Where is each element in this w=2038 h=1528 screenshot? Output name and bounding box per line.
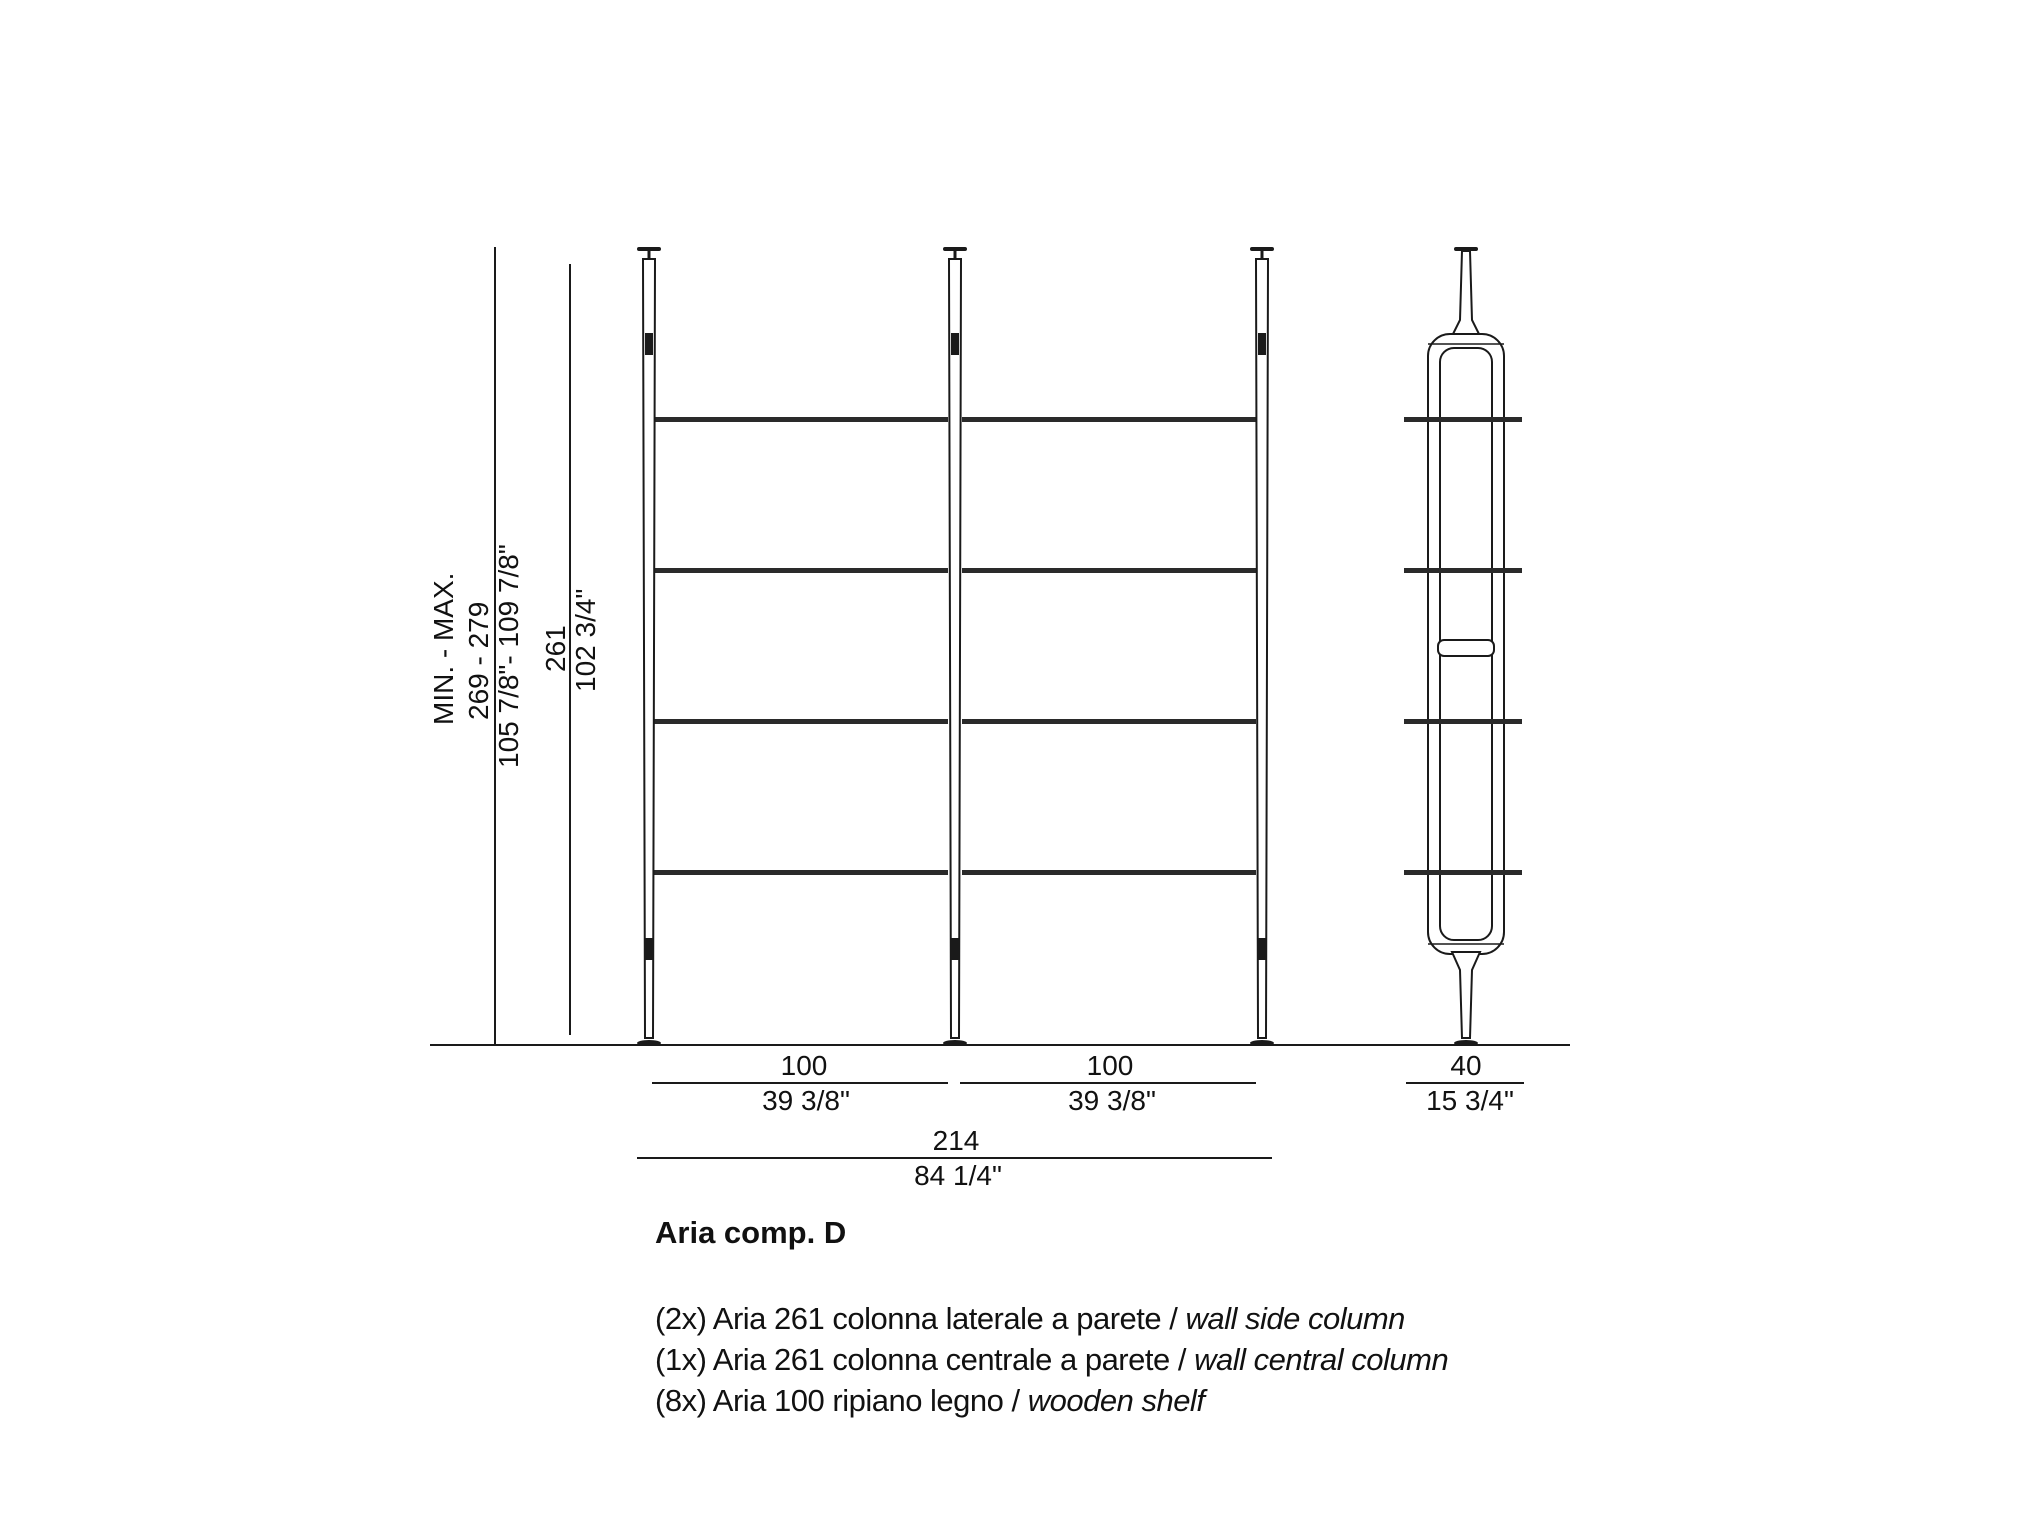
bay-right-cm-text: 100 (1086, 1050, 1134, 1081)
part-line (655, 1380, 1448, 1421)
part-name-en: wall side column (1185, 1301, 1405, 1336)
side-view (1404, 247, 1522, 1046)
shelf (654, 870, 948, 875)
bay-left-in-text: 39 3/8" (762, 1085, 850, 1116)
column-right (1250, 247, 1274, 1046)
side-shelf (1404, 870, 1522, 875)
column-center (943, 247, 967, 1046)
bay-left-cm-text: 100 (780, 1050, 828, 1081)
height-label-text: MIN. - MAX. (428, 572, 459, 725)
bay-right-in-text: 39 3/8" (1068, 1085, 1156, 1116)
part-name-it: Aria 100 ripiano legno / (712, 1383, 1020, 1418)
shelf (962, 870, 1256, 875)
shelf (962, 719, 1256, 724)
part-name-en: wooden shelf (1027, 1383, 1205, 1418)
shelf (962, 417, 1256, 422)
total-width-cm-text: 214 (932, 1125, 980, 1156)
product-title: Aria comp. D (655, 1215, 847, 1250)
part-qty: (2x) (655, 1301, 707, 1336)
shelf (962, 568, 1256, 573)
part-name-it: Aria 261 colonna centrale a parete / (712, 1342, 1186, 1377)
height-range-in-text: 105 7/8"- 109 7/8" (493, 544, 524, 768)
part-qty: (1x) (655, 1342, 707, 1377)
part-name-it: Aria 261 colonna laterale a parete / (712, 1301, 1178, 1336)
column-left (637, 247, 661, 1046)
shelf (654, 417, 948, 422)
total-width-in-text: 84 1/4" (914, 1160, 1002, 1191)
column-height-in-text: 102 3/4" (570, 588, 601, 692)
part-name-en: wall central column (1194, 1342, 1449, 1377)
part-line (655, 1339, 1448, 1380)
side-shelf (1404, 568, 1522, 573)
side-shelf (1404, 417, 1522, 422)
part-line (655, 1298, 1448, 1339)
height-range-cm-text: 269 - 279 (463, 601, 494, 720)
depth-cm-text: 40 (1450, 1050, 1482, 1081)
column-height-cm-text: 261 (540, 625, 571, 672)
shelf (654, 568, 948, 573)
side-shelf (1404, 719, 1522, 724)
depth-in-text: 15 3/4" (1426, 1085, 1514, 1116)
side-mid-connector (1438, 640, 1494, 656)
parts-list (655, 1298, 1448, 1421)
part-qty: (8x) (655, 1383, 707, 1418)
shelf (654, 719, 948, 724)
